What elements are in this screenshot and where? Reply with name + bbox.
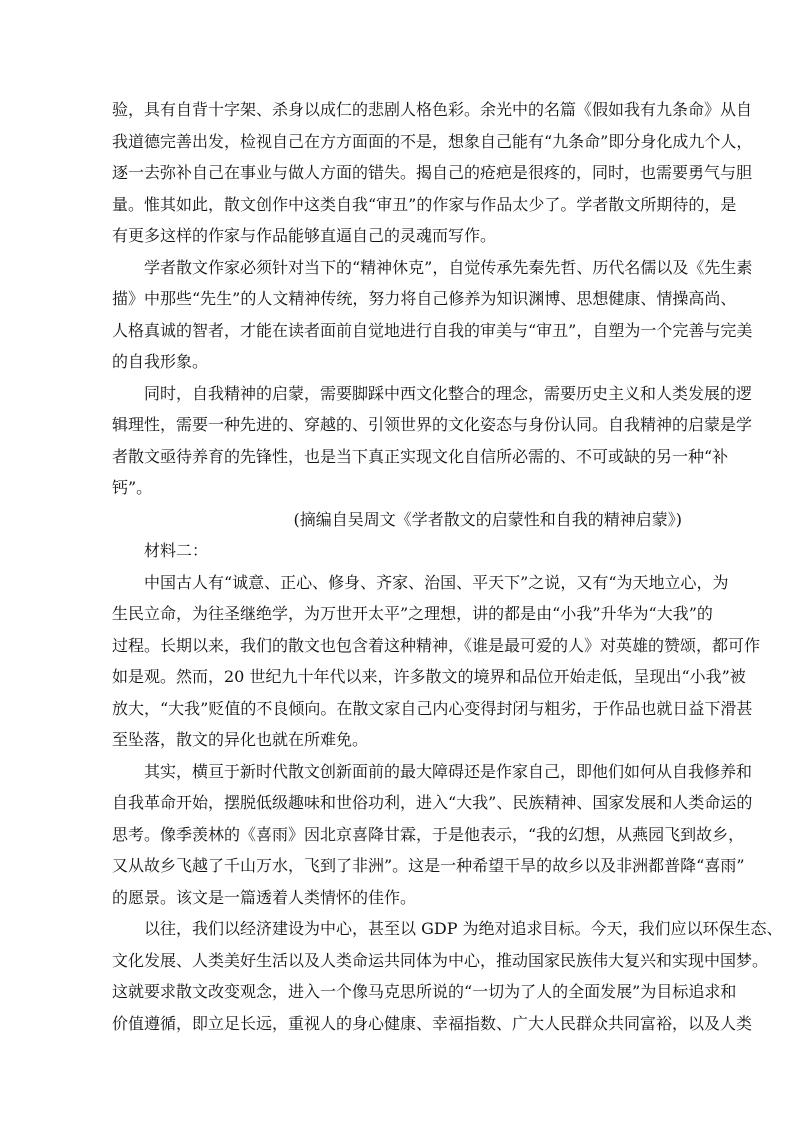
- text-line: 其实，横亘于新时代散文创新面前的最大障碍还是作家自己，即他们如何从自我修养和: [144, 761, 753, 781]
- text-line: 学者散文作家必须针对当下的“精神休克”，自觉传承先秦先哲、历代名儒以及《先生素: [144, 257, 753, 277]
- text-line: 量。惟其如此，散文创作中这类自我“审丑”的作家与作品太少了。学者散文所期待的，是: [112, 194, 737, 214]
- source-citation: (摘编自吴周文《学者散文的启蒙性和自我的精神启蒙》): [293, 509, 682, 529]
- text-line: 描》中那些“先生”的人文精神传统，努力将自己修养为知识渊博、思想健康、情操高尚、: [112, 289, 737, 308]
- text-line: 的自我形象。: [112, 352, 209, 371]
- text-line: 的愿景。该文是一篇透着人类情怀的佳作。: [112, 887, 417, 907]
- text-line: 钙”。: [112, 478, 153, 497]
- text-line: 价值遵循，即立足长远，重视人的身心健康、幸福指数、广大人民群众共同富裕，以及人类: [112, 1013, 753, 1033]
- text-line: 材料二：: [144, 541, 209, 560]
- text-line: 同时，自我精神的启蒙，需要脚踩中西文化整合的理念，需要历史主义和人类发展的逻: [144, 383, 753, 403]
- text-line: 过程。长期以来，我们的散文也包含着这种精神，《谁是最可爱的人》对英雄的赞颂，都可作: [112, 635, 761, 655]
- text-line: 自我革命开始，摆脱低级趣味和世俗功利，进入“大我”、民族精神、国家发展和人类命运的: [112, 793, 753, 812]
- text-line: 者散文亟待养育的先锋性，也是当下真正实现文化自信所必需的、不可或缺的另一种“补: [112, 446, 729, 466]
- text-line: 验，具有自背十字架、杀身以成仁的悲剧人格色彩。余光中的名篇《假如我有九条命》从自: [112, 100, 753, 119]
- text-line: 辑理性，需要一种先进的、穿越的、引领世界的文化姿态与身份认同。自我精神的启蒙是学: [112, 415, 753, 434]
- text-line: 生民立命，为往圣继绝学，为万世开太平”之理想，讲的都是由“小我”升华为“大我”的: [112, 604, 713, 623]
- text-line: 文化发展、人类美好生活以及人类命运共同体为中心，推动国家民族伟大复兴和实现中国梦。: [112, 950, 769, 970]
- text-line: 我道德完善出发，检视自己在方方面面的不是，想象自己能有“九条命”即分身化成九个人，: [112, 131, 753, 151]
- text-line: 至坠落，散文的异化也就在所难免。: [112, 730, 369, 749]
- text-line: 逐一去弥补自己在事业与做人方面的错失。揭自己的疮疤是很疼的，同时，也需要勇气与胆: [112, 163, 753, 182]
- text-line: 放大，“大我”贬值的不良倾向。在散文家自己内心变得封闭与粗劣，于作品也就日益下滑甚: [112, 698, 753, 718]
- text-line: 这就要求散文改变观念，进入一个像马克思所说的“一切为了人的全面发展”为目标追求和: [112, 982, 737, 1001]
- document-body: [112, 94, 783, 1039]
- text-line: 中国古人有“诚意、正心、修身、齐家、治国、平天下”之说，又有“为天地立心，为: [144, 572, 729, 592]
- text-line: 人格真诚的智者，才能在读者面前自觉地进行自我的审美与“审丑”，自塑为一个完善与完美: [112, 320, 753, 340]
- text-line: 有更多这样的作家与作品能够直逼自己的灵魂而写作。: [112, 226, 497, 245]
- text-lines: [112, 94, 783, 1039]
- text-line: 以往，我们以经济建设为中心，甚至以 GDP 为绝对追求目标。今天，我们应以环保生态、: [144, 919, 783, 938]
- text-line: 又从故乡飞越了千山万水，飞到了非洲”。这是一种希望干旱的故乡以及非洲都普降“喜雨”: [112, 856, 745, 875]
- text-line: 思考。像季羡林的《喜雨》因北京喜降甘霖，于是他表示，“我的幻想，从燕园飞到故乡，: [112, 824, 745, 844]
- text-line: 如是观。然而，20 世纪九十年代以来，许多散文的境界和品位开始走低，呈现出“小我”被: [112, 667, 746, 686]
